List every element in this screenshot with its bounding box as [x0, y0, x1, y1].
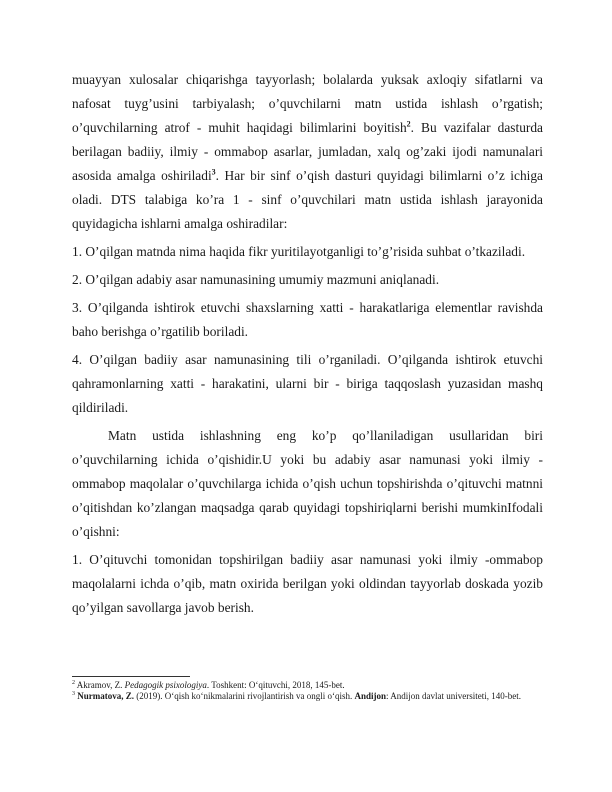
footnote-rest: . Toshkent: O‘qituvchi, 2018, 145-bet.	[206, 680, 345, 690]
footnote-author: Nurmatova, Z.	[77, 691, 134, 701]
footnote-2	[72, 680, 543, 691]
paragraph-intro	[72, 68, 543, 236]
text-segment: muayyan xulosalar chiqarishga tayyorlash; bolalarda yuksak axloqiy sifatlarni va nafosat tuyg’usini tarbiyalash; o’quvchilarni matn ustida ishlash o’rgatish; o’quvchilarning atrof - muhit haqidagi bilimlarini boyitish	[72, 72, 543, 135]
footnote-divider	[72, 676, 190, 677]
footnote-place: Andijon	[354, 691, 386, 701]
footnote-title: (2019). O‘qish ko‘nikmalarini rivojlantirish va ongli o‘qish.	[134, 691, 355, 701]
list-item-2: 2. O’qilgan adabiy asar namunasining umumiy mazmuni aniqlanadi.	[72, 272, 440, 287]
paragraph-method: Matn ustida ishlashning eng ko’p qo’llaniladigan usullaridan biri o’quvchilarning ichida o’qishidir.U yoki bu adabiy asar namunasi yoki ilmiy - ommabop maqolalar o’quvchilarga ichida o’qish uchun topshirishda o’qituvchi matnni o’qitishdan ko’zlangan maqsadga qarab quyidagi topshiriqlarni berishi mumkinIfodali o’qishni:	[72, 428, 543, 539]
footnote-number: 3	[72, 691, 75, 697]
list-item-3: 3. O’qilganda ishtirok etuvchi shaxslarning xatti - harakatlariga elementlar ravishda baho berishga o’rgatilib boriladi.	[72, 300, 543, 339]
footnote-author: Akramov, Z.	[76, 680, 125, 690]
list-item-1: 1. O’qilgan matnda nima haqida fikr yuritilayotganligi to’g’risida suhbat o’tkaziladi.	[72, 244, 526, 259]
text-segment: . Har bir sinf o’qish dasturi quyidagi bilimlarni o’z ichiga oladi. DTS talabiga ko’ra 1 - sinf o’quvchilari matn ustida ishlash jarayonida quyidagicha ishlarni amalga oshiradilar:	[72, 168, 543, 231]
footnote-number: 2	[72, 680, 75, 686]
footnote-rest: : Andijon davlat universiteti, 140-bet.	[386, 691, 521, 701]
footnote-title: Pedagogik psixologiya	[124, 680, 207, 690]
list-item-4: 4. O’qilgan badiiy asar namunasining tili o’rganiladi. O’qilganda ishtirok etuvchi qahramonlarning xatti - harakatini, ularni bir - biriga taqqoslash yuzasidan mashq qildiriladi.	[72, 352, 543, 415]
footnote-ref[interactable]: 2	[406, 119, 411, 129]
footnote-3	[72, 691, 543, 702]
document-body	[72, 68, 543, 620]
list-item-5: 1. O’qituvchi tomonidan topshirilgan badiiy asar namunasi yoki ilmiy -ommabop maqolalarni ichda o’qib, matn oxirida berilgan yoki oldindan tayyorlab doskada yozib qo’yilgan savollarga javob berish.	[72, 552, 543, 615]
footnotes	[72, 680, 543, 702]
text-segment: . Bu vazifalar dasturda berilagan badiiy, ilmiy - ommabop asarlar, jumladan, xalq og’zaki ijodi namunalari asosida amalga oshiriladi	[72, 120, 543, 183]
footnote-ref[interactable]: 3	[211, 167, 216, 177]
